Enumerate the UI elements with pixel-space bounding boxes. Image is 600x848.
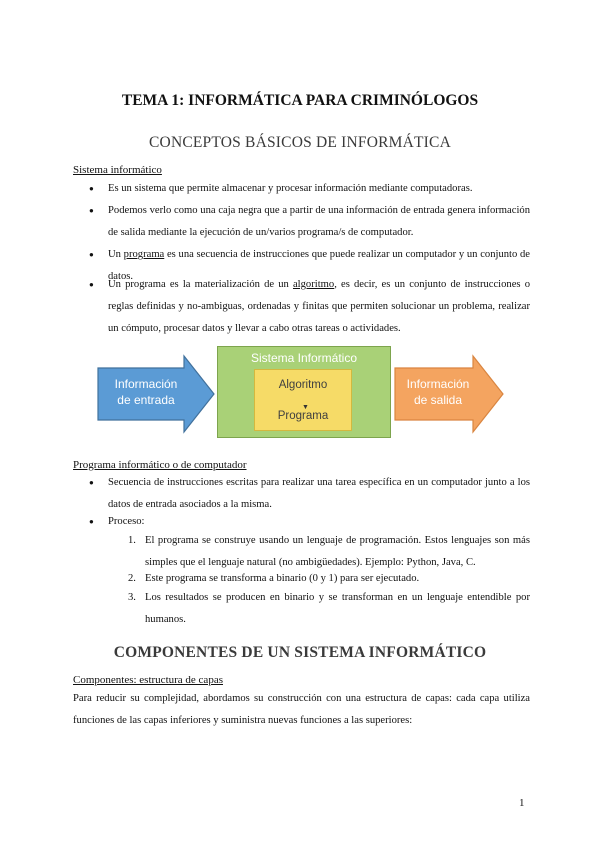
system-box <box>217 346 391 438</box>
algorithm-box <box>254 369 352 431</box>
input-label-line1: Información <box>114 377 178 391</box>
output-label-line1: Información <box>406 377 470 391</box>
subheading-programa-informatico: Programa informático o de computador <box>73 459 247 471</box>
term-algoritmo: algoritmo <box>292 279 335 290</box>
output-label <box>396 376 480 408</box>
algorithm-label: Algoritmo <box>278 379 328 391</box>
subheading-sistema-informatico: Sistema informático <box>73 164 162 176</box>
bullet-text: ● Es un sistema que permite almacenar y procesar información mediante computadoras. <box>108 183 473 194</box>
bullet-text: ● Proceso: <box>108 516 145 527</box>
program-label: Programa <box>277 410 329 422</box>
numbered-item <box>128 587 530 631</box>
step-number: 3. <box>128 592 136 603</box>
bullet-text-before: Un <box>108 249 124 260</box>
bullet-text: ● Secuencia de instrucciones escritas para realizar una tarea específica en un computador junto a los datos de entrada asociados a la misma. <box>108 477 530 510</box>
step-text: Los resultados se producen en binario y se transforman en un lenguaje entendible por humanos. <box>145 592 530 625</box>
bullet-text-after: , es decir, es un conjunto de instrucciones o reglas definidas y no-ambiguas, ordenadas y finitas que permiten solucionar un problema, realizar un cómputo, procesar datos y llevar a cabo otras tareas o actividades. <box>108 279 530 334</box>
output-label-line2: de salida <box>413 393 463 407</box>
bullet-text-before: Un programa es la materialización de un <box>108 279 293 290</box>
document-title: TEMA 1: INFORMÁTICA PARA CRIMINÓLOGOS <box>121 92 479 109</box>
subheading-estructura-capas: Componentes: estructura de capas <box>73 674 223 686</box>
section-heading-conceptos: CONCEPTOS BÁSICOS DE INFORMÁTICA <box>149 134 451 151</box>
bullet-text <box>108 274 530 340</box>
bullet-text: ● Podemos verlo como una caja negra que a partir de una información de entrada genera información de salida mediante la ejecución de un/varios programa/s de computador. <box>108 205 530 238</box>
page-number: 1 <box>519 797 525 809</box>
bullet-text-after: es una secuencia de instrucciones que puede realizar un computador y un conjunto de datos. <box>108 249 530 282</box>
bullet-item <box>90 200 530 244</box>
step-number: 1. <box>128 535 136 546</box>
term-programa: programa <box>123 249 165 260</box>
system-diagram <box>96 346 506 441</box>
step-number: 2. <box>128 573 136 584</box>
step-text: Este programa se transforma a binario (0 y 1) para ser ejecutado. <box>145 573 420 584</box>
input-label-line2: de entrada <box>117 393 175 407</box>
system-label: Sistema Informático <box>250 351 358 365</box>
paragraph-capas: Para reducir su complejidad, abordamos su construcción con una estructura de capas: cada capa utiliza funciones de las capas inferiores y suministra nuevas funciones a las superiores: <box>73 693 530 726</box>
input-label <box>100 376 192 408</box>
step-text: El programa se construye usando un lenguaje de programación. Estos lenguajes son más simples que el lenguaje natural (no ambigüedades). Ejemplo: Python, Java, C. <box>145 535 530 568</box>
bullet-item <box>90 178 530 200</box>
bullet-item <box>90 472 530 516</box>
arrow-down-icon: ▼ <box>302 403 309 411</box>
section-heading-componentes: COMPONENTES DE UN SISTEMA INFORMÁTICO <box>113 644 487 661</box>
bullet-item <box>90 274 530 340</box>
